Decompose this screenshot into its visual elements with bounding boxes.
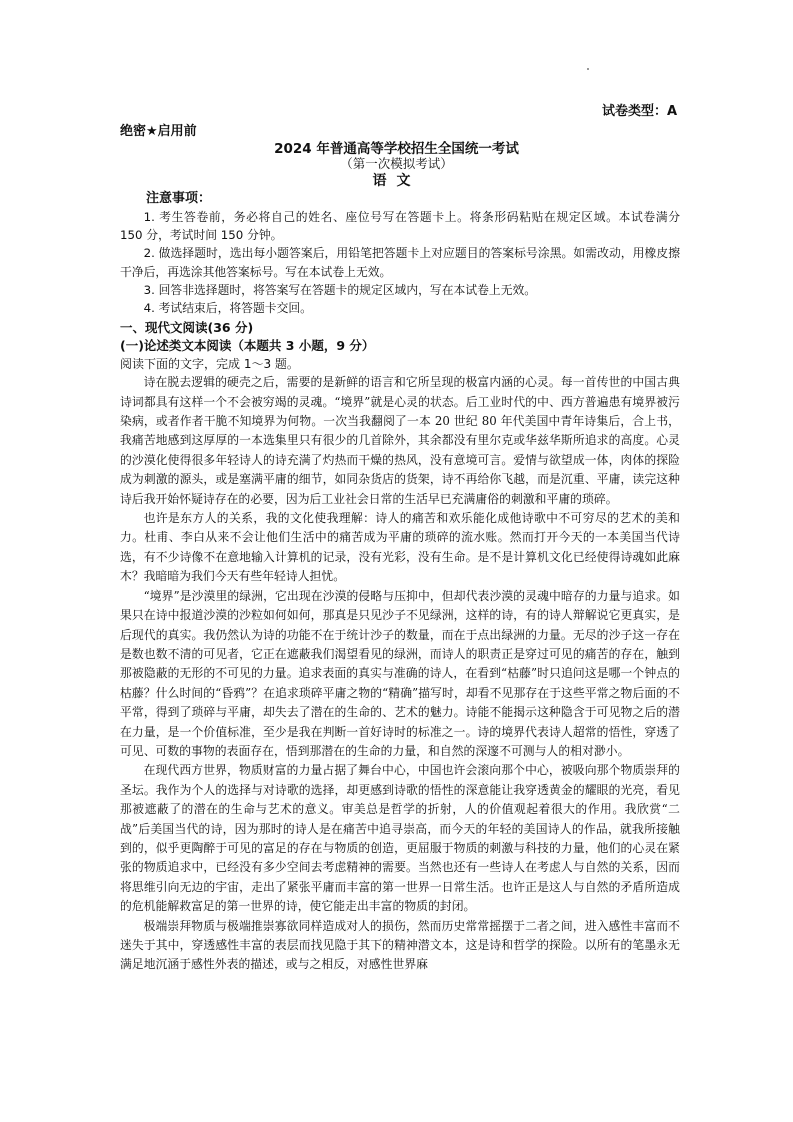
reading-instruction: 阅读下面的文字，完成 1～3 题。 <box>120 357 299 372</box>
passage-paragraph: 诗在脱去逻辑的硬壳之后，需要的是新鲜的语言和它所呈现的极富内涵的心灵。每一首传世的中国古典诗词都具有这样一个不会被穷竭的灵魂。“境界”就是心灵的状态。后工业时代的中、西方普遍患有境界被污染病，或者作者干脆不知境界为何物。一次当我翻阅了一本 20 世纪 80 年代美国中青年诗集后，合上书，我痛苦地感到这厚厚的一本选集里只有很少的几首除外，其余都没有里尔克或华兹华斯所追求的高度。心灵的沙漠化使得很多年轻诗人的诗充满了灼热而干燥的热风，没有意境可言。爱情与欲望成一体，肉体的探险成为刺激的源头，或是塞满平庸的细节，如同杂货店的货架，诗不再给你飞越，而是沉重、平庸，读完这种诗后我开始怀疑诗存在的必要，因为后工业社会日常的生活早已充满庸俗的刺激和平庸的琐碎。 <box>120 375 680 506</box>
notice-item: 1. 考生答卷前，务必将自己的姓名、座位号写在答题卡上。将条形码粘贴在规定区域。本试卷满分 150 分，考试时间 150 分钟。 <box>120 210 680 243</box>
passage-paragraph: 在现代西方世界，物质财富的力量占据了舞台中心，中国也许会滚向那个中心，被吸向那个物质崇拜的圣坛。我作为个人的选择与对诗歌的选择，却更感到诗歌的悟性的深意能让我穿透黄金的耀眼的光亮，看见那被遮蔽了的潜在的生命与艺术的意义。审美总是哲学的折射，人的价值观起着很大的作用。我欣赏“二战”后美国当代的诗，因为那时的诗人是在痛苦中追寻崇高，而今天的年轻的美国诗人的作品，就我所接触到的，似乎更陶醉于可见的富足的存在与物质的创造，更屈服于物质的刺激与科技的力量，他们的心灵在紧张的物质追求中，已经没有多少空间去考虑精神的需要。当然也还有一些诗人在考虑人与自然的关系，因而将思维引向无边的宇宙，走出了紧张平庸而丰富的第一世界一日常生活。也许正是这人与自然的矛盾所造成的危机能解救富足的第一世界的诗，使它能走出丰富的物质的封闭。 <box>120 763 680 914</box>
passage-paragraph: “境界”是沙漠里的绿洲，它出现在沙漠的侵略与压抑中，但却代表沙漠的灵魂中暗存的力量与追求。如果只在诗中报道沙漠的沙粒如何如何，那真是只见沙子不见绿洲，这样的诗，有的诗人辩解说它更真实，是后现代的真实。我仍然认为诗的功能不在于统计沙子的数量，而在于点出绿洲的力量。无尽的沙子这一存在是数也数不清的可见者，它正在遮蔽我们渴望看见的绿洲，而诗人的职责正是穿过可见的痛苦的存在，触到那被隐蔽的无形的不可见的力量。追求表面的真实与准确的诗人，在看到“枯藤”时只追问这是哪一个钟点的枯藤？什么时间的“昏鸦”？在追求琐碎平庸之物的“精确”描写时，却看不见那存在于这些平常之物后面的不平常，得到了琐碎与平庸，却失去了潜在的生命的、艺术的魅力。诗能不能揭示这种隐含于可见物之后的潜在力量，是一个价值标准，至少是我在判断一首好诗时的标准之一。诗的境界代表诗人超常的悟性，穿透了可见、可数的事物的表面存在，悟到那潜在的生命的力量，和自然的深邃不可测与人的相对渺小。 <box>120 588 680 758</box>
notice-item: 3. 回答非选择题时，将答案写在答题卡的规定区域内，写在本试卷上无效。 <box>143 282 537 297</box>
exam-title: 2024 年普通高等学校招生全国统一考试 <box>274 141 519 157</box>
paper-type-label: 试卷类型：A <box>601 104 677 119</box>
section-heading: 一、现代文阅读(36 分) <box>120 320 254 336</box>
exam-subtitle: （第一次模拟考试） <box>340 156 453 171</box>
confidential-label: 绝密★启用前 <box>120 124 197 139</box>
scan-dot <box>587 68 589 70</box>
notice-title: 注意事项： <box>146 191 212 206</box>
passage-paragraph: 也许是东方人的关系，我的文化使我理解：诗人的痛苦和欢乐能化成他诗歌中不可穷尽的艺术的美和力。杜甫、李白从来不会让他们生活中的痛苦成为平庸的琐碎的流水账。然而打开今天的一本美国当代诗选，有不少诗像不在意地输入计算机的记录，没有光彩，没有生命。是不是计算机文化已经使得诗魂如此麻木？我暗暗为我们今天有些年轻诗人担忧。 <box>120 511 680 584</box>
passage-paragraph: 极端崇拜物质与极端推崇寡欲同样造成对人的损伤，然而历史常常摇摆于二者之间，进入感性丰富而不迷失于其中，穿透感性丰富的表层而找见隐于其下的精神潜文本，这是诗和哲学的探险。以所有的笔墨永无满足地沉涵于感性外表的描述，或与之相反，对感性世界麻 <box>120 918 680 972</box>
subsection-heading: (一)论述类文本阅读（本题共 3 小题，9 分） <box>120 338 375 354</box>
notice-item: 2. 做选择题时，选出每小题答案后，用铅笔把答题卡上对应题目的答案标号涂黑。如需改动，用橡皮擦干净后，再选涂其他答案标号。写在本试卷上无效。 <box>120 246 680 279</box>
exam-content <box>120 190 680 975</box>
notice-item: 4. 考试结束后，将答题卡交回。 <box>143 301 312 316</box>
subject-title: 语文 <box>372 173 421 189</box>
